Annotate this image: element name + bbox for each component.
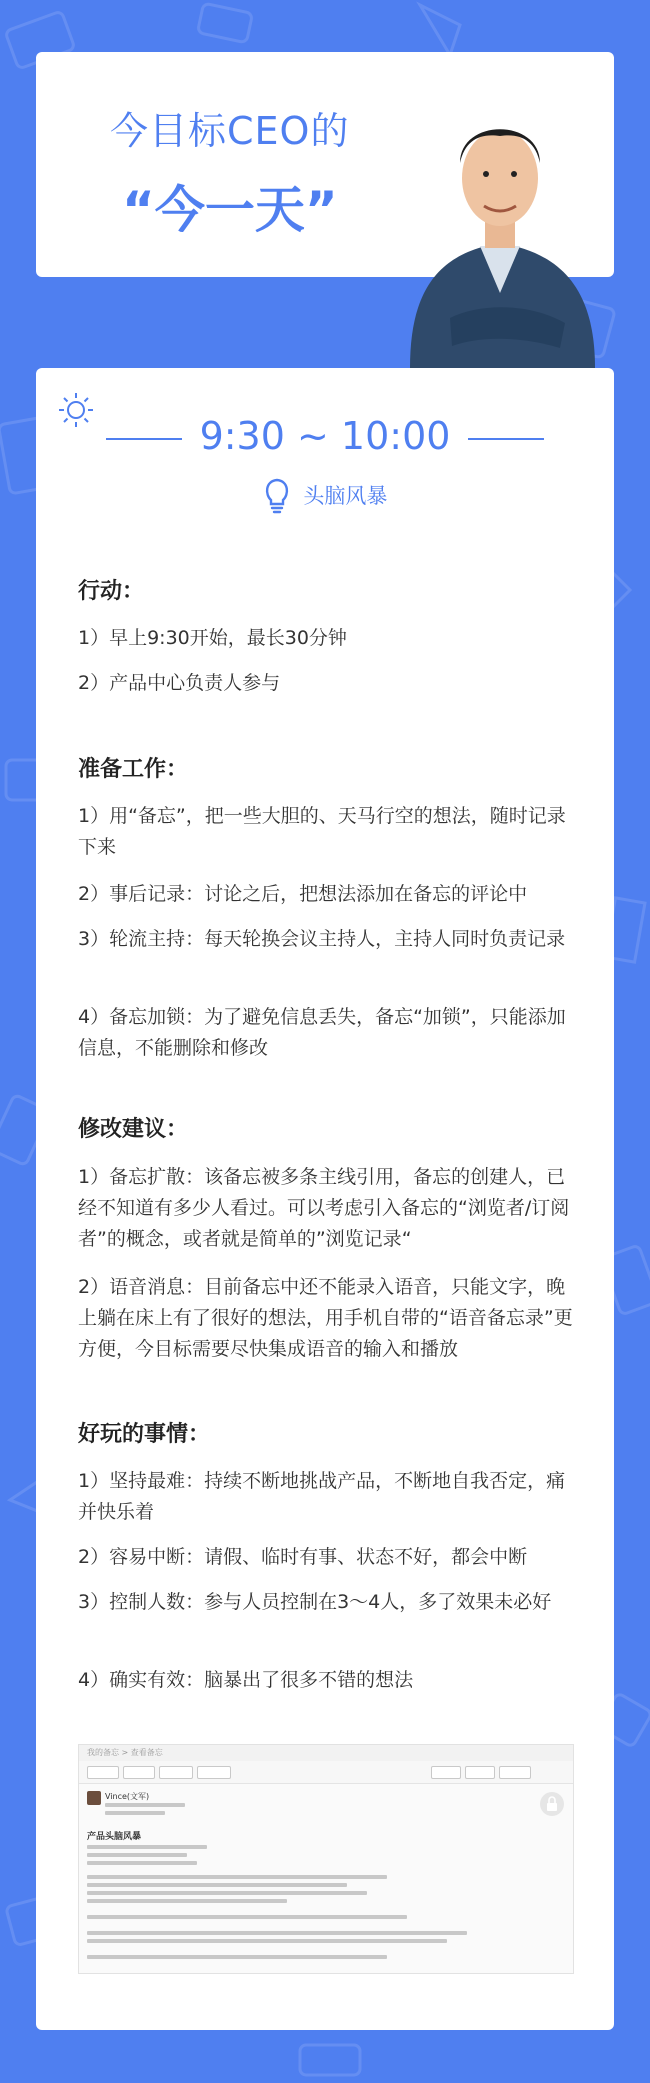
text-line (105, 1803, 185, 1807)
screenshot-breadcrumb: 我的备忘 > 查看备忘 (87, 1748, 163, 1757)
list-item: 1）用“备忘”，把一些大胆的、天马行空的想法，随时记录下来 (78, 805, 566, 858)
screenshot-breadcrumb-bar (79, 1745, 573, 1762)
text-line (87, 1955, 387, 1959)
screenshot-back-button (431, 1766, 461, 1779)
screenshot-post-title: 产品头脑风暴 (87, 1832, 142, 1842)
text-line (87, 1931, 467, 1935)
section-heading-preparation: 准备工作： (78, 757, 189, 782)
session-topic (36, 476, 614, 514)
hero-title-line2: “今一天” (122, 181, 338, 239)
text-line (87, 1883, 347, 1887)
screenshot-next-button (499, 1766, 531, 1779)
text-line (87, 1875, 387, 1879)
text-line (87, 1845, 207, 1849)
screenshot-delete-button (197, 1766, 231, 1779)
section-heading-fun-facts: 好玩的事情： (78, 1422, 211, 1447)
screenshot-forward-button (123, 1766, 155, 1779)
list-item: 4）备忘加锁：为了避免信息丢失，备忘“加锁”，只能添加信息，不能删除和修改 (78, 1006, 566, 1059)
screenshot-prev-button (465, 1766, 495, 1779)
time-header (36, 414, 614, 464)
list-item: 3）轮流主持：每天轮换会议主持人，主持人同时负责记录 (78, 928, 566, 950)
text-line (87, 1899, 287, 1903)
list-item: 1）坚持最难：持续不断地挑战产品，不断地自我否定，痛并快乐着 (78, 1470, 566, 1523)
lock-icon (539, 1791, 565, 1817)
screenshot-reply-button (87, 1766, 119, 1779)
list-item: 1）早上9:30开始，最长30分钟 (78, 627, 347, 649)
text-line (87, 1861, 197, 1865)
text-line (87, 1891, 367, 1895)
list-item: 1）备忘扩散：该备忘被多条主线引用，备忘的创建人，已经不知道有多少人看过。可以考虑引入备忘的“浏览者/订阅者”的概念，或者就是简单的”浏览记录“ (78, 1166, 570, 1250)
list-item: 2）事后记录：讨论之后，把想法添加在备忘的评论中 (78, 883, 528, 905)
list-item: 2）产品中心负责人参与 (78, 672, 281, 694)
list-item: 3）控制人数：参与人员控制在3～4人，多了效果未必好 (78, 1591, 552, 1613)
session-time: 9:30 ~ 10:00 (199, 414, 451, 458)
embedded-screenshot (78, 1744, 574, 1974)
avatar (87, 1791, 101, 1805)
section-heading-actions: 行动： (78, 579, 145, 604)
text-line (105, 1811, 165, 1815)
list-item: 2）容易中断：请假、临时有事、状态不好，都会中断 (78, 1546, 528, 1568)
list-item: 2）语音消息：目前备忘中还不能录入语音，只能文字，晚上躺在床上有了很好的想法，用手机自带的“语音备忘录”更方便，今目标需要尽快集成语音的输入和播放 (78, 1276, 573, 1360)
topic-label: 头脑风暴 (303, 484, 388, 508)
text-line (87, 1915, 407, 1919)
section-heading-suggestions: 修改建议： (78, 1117, 189, 1142)
content-card (36, 368, 614, 2030)
divider-right (468, 438, 544, 440)
ceo-portrait (400, 78, 600, 368)
text-line (87, 1853, 187, 1857)
screenshot-author: Vince(文军) (105, 1792, 150, 1801)
text-line (87, 1939, 447, 1943)
lightbulb-icon (263, 476, 291, 514)
list-item: 4）确实有效：脑暴出了很多不错的想法 (78, 1669, 414, 1691)
hero-title-line1: 今目标CEO的 (110, 109, 350, 153)
screenshot-toolbar (79, 1761, 573, 1784)
screenshot-more-button (159, 1766, 193, 1779)
